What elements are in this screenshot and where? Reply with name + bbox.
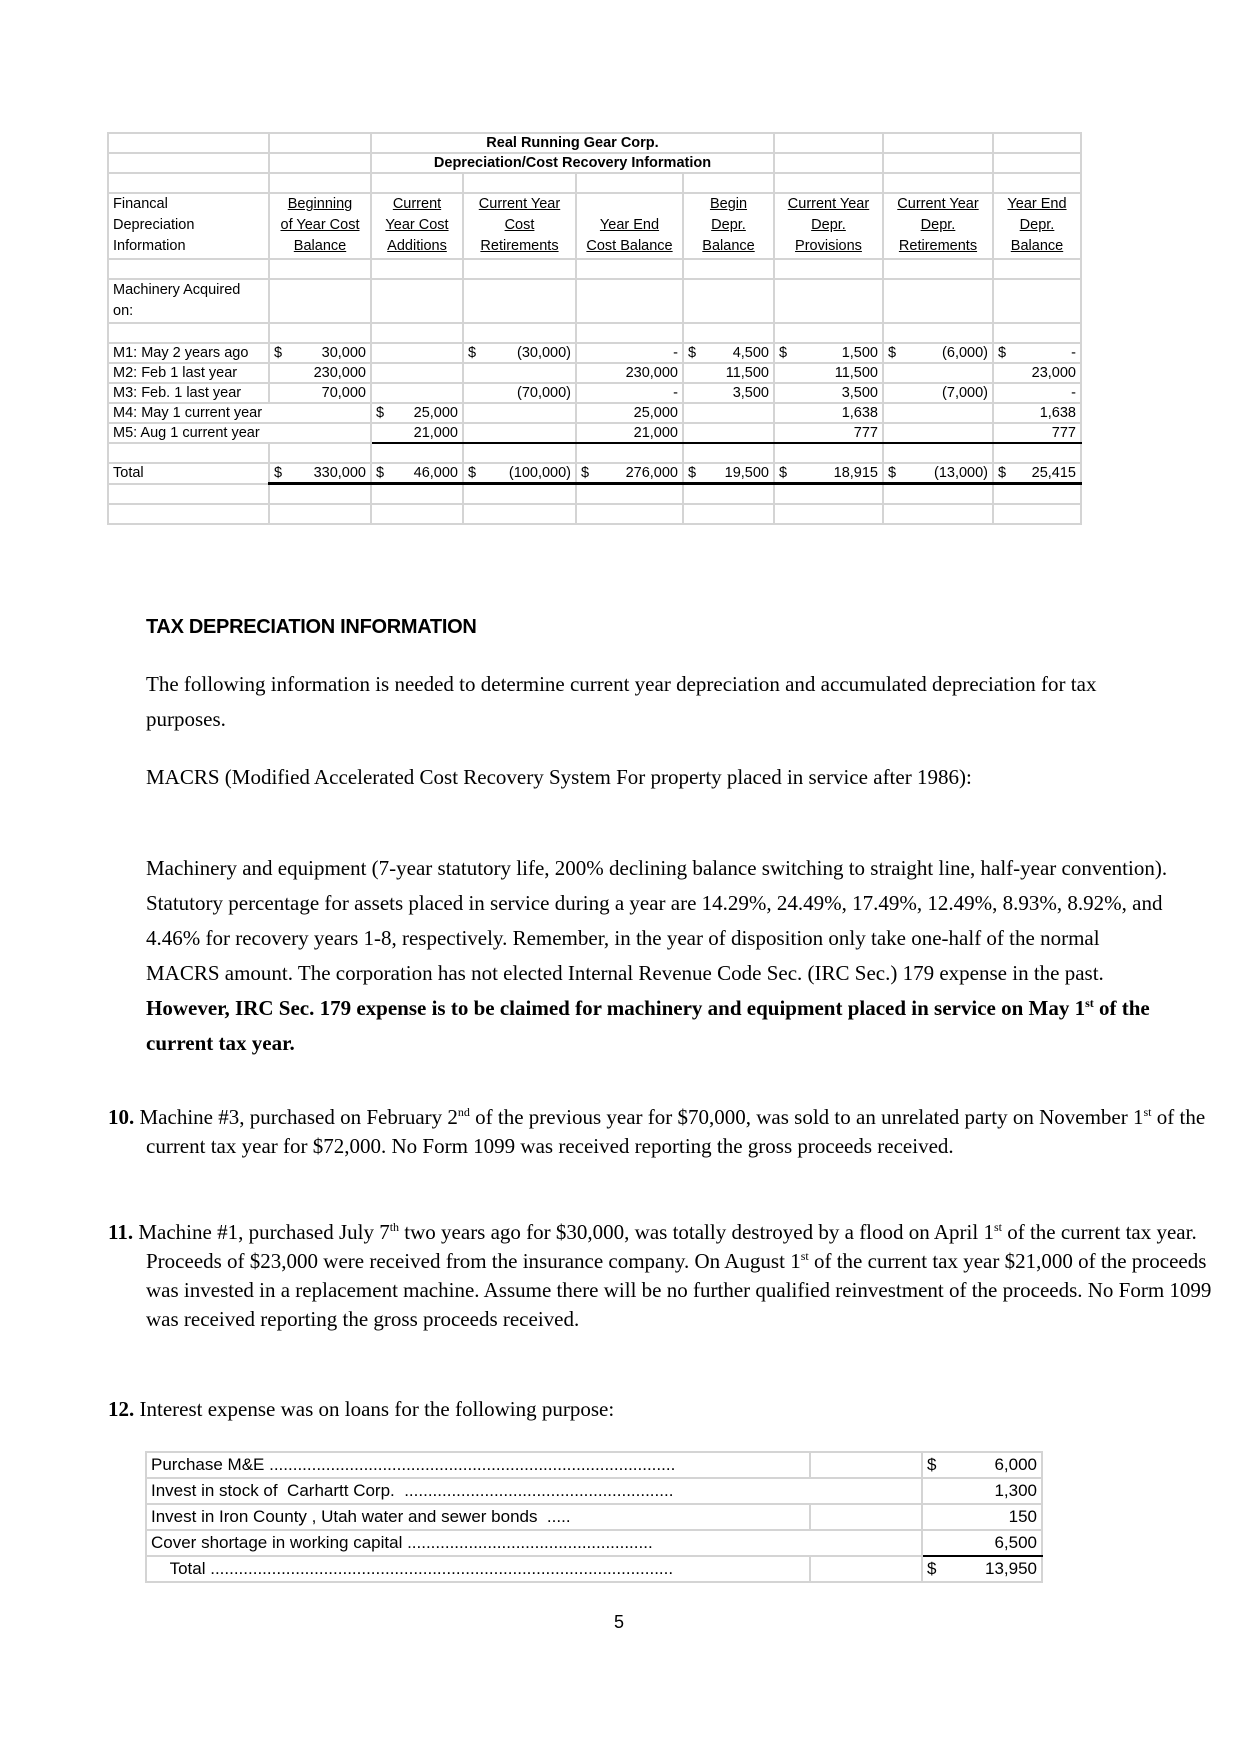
- value-cell: $ 30,000: [269, 343, 371, 363]
- value-cell: [883, 363, 993, 383]
- interest-purpose: Invest in stock of Carhartt Corp. .........................................................: [146, 1478, 922, 1504]
- machinery-text: Machinery and equipment (7-year statutory life, 200% declining balance switching to straight line, half-year convention). Statutory percentage for assets placed in service during a year are 14.29%, 24.49%, 17.49%, 12.49%, 8.93%, 8.92%, and 4.46% for recovery years 1-8, respectively. Remember, in the year of disposition only take one-half of the normal MACRS amount. The corporation has not elected Internal Revenue Code Sec. (IRC Sec.) 179 expense in the past.: [146, 856, 1168, 985]
- table-row: [108, 343, 1081, 363]
- value-cell: 230,000: [269, 363, 371, 383]
- value-cell: 21,000: [576, 423, 683, 443]
- value-cell: $ 330,000: [269, 463, 371, 484]
- value-cell: $ 18,915: [774, 463, 883, 484]
- macrs-paragraph: MACRS (Modified Accelerated Cost Recovery System For property placed in service after 1986):: [146, 765, 972, 789]
- column-header: Current Year Depr. Retirements: [883, 193, 993, 259]
- value-cell: 11,500: [774, 363, 883, 383]
- value-cell: $ 4,500: [683, 343, 774, 363]
- section-label: Machinery Acquired on:: [108, 279, 269, 323]
- table-row: [108, 403, 1081, 423]
- row-label: M1: May 2 years ago: [108, 343, 269, 363]
- interest-amount: $ 6,000: [922, 1452, 1042, 1478]
- value-cell: [463, 423, 576, 443]
- item-number: 10.: [108, 1105, 135, 1129]
- value-cell: $ -: [993, 343, 1081, 363]
- value-cell: $ 19,500: [683, 463, 774, 484]
- column-header: Year End Depr. Balance: [993, 193, 1081, 259]
- sec179-note: However, IRC Sec. 179 expense is to be claimed for machinery and equipment placed in service on May 1st of the current tax year.: [146, 996, 1150, 1055]
- value-cell: [683, 403, 774, 423]
- value-cell: [463, 403, 576, 423]
- row-label: M2: Feb 1 last year: [108, 363, 269, 383]
- interest-row: [146, 1478, 1042, 1504]
- value-cell: 230,000: [576, 363, 683, 383]
- value-cell: $ (100,000): [463, 463, 576, 484]
- intro-paragraph: The following information is needed to determine current year depreciation and accumulated depreciation for tax purposes.: [146, 672, 1097, 731]
- value-cell: $ 1,500: [774, 343, 883, 363]
- item-number: 12.: [108, 1397, 135, 1421]
- value-cell: [683, 423, 774, 443]
- row-label: M5: Aug 1 current year: [108, 423, 371, 443]
- value-cell: $ (6,000): [883, 343, 993, 363]
- depreciation-schedule: [107, 132, 1082, 525]
- value-cell: 777: [774, 423, 883, 443]
- interest-purpose: Cover shortage in working capital ....................................................: [146, 1530, 922, 1556]
- interest-amount: 6,500: [922, 1530, 1042, 1556]
- value-cell: 21,000: [371, 423, 463, 443]
- value-cell: [883, 403, 993, 423]
- value-cell: -: [576, 383, 683, 403]
- value-cell: 1,638: [774, 403, 883, 423]
- interest-row: [146, 1530, 1042, 1556]
- interest-amount: $ 13,950: [922, 1556, 1042, 1582]
- row-label-header: Financal Depreciation Information: [108, 193, 269, 259]
- interest-expense-table: [145, 1451, 1043, 1583]
- column-header: Begin Depr. Balance: [683, 193, 774, 259]
- value-cell: 777: [993, 423, 1081, 443]
- value-cell: 23,000: [993, 363, 1081, 383]
- column-header: Current Year Cost Retirements: [463, 193, 576, 259]
- interest-purpose: Invest in Iron County , Utah water and sewer bonds .....: [146, 1504, 810, 1530]
- interest-amount: 150: [922, 1504, 1042, 1530]
- value-cell: [463, 363, 576, 383]
- value-cell: $ 25,000: [371, 403, 463, 423]
- value-cell: -: [993, 383, 1081, 403]
- value-cell: (70,000): [463, 383, 576, 403]
- schedule-subtitle: Depreciation/Cost Recovery Information: [371, 153, 774, 173]
- item-11: 11. Machine #1, purchased July 7th two years ago for $30,000, was totally destroyed by a flood on April 1st of the current tax year. Proceeds of $23,000 were received from the insurance company. On August 1st of the current tax year $21,000 of the proceeds was invested in a replacement machine. Assume there will be no further qualified reinvestment of the proceeds. No Form 1099 was received reporting the gross proceeds received.: [108, 1220, 1212, 1331]
- value-cell: 3,500: [683, 383, 774, 403]
- total-row: [108, 463, 1081, 484]
- item-10: 10. Machine #3, purchased on February 2nd of the previous year for $70,000, was sold to an unrelated party on November 1st of the current tax year for $72,000. No Form 1099 was received reporting the gross proceeds received.: [108, 1105, 1206, 1158]
- interest-purpose: Purchase M&E ......................................................................................: [146, 1452, 810, 1478]
- total-label: Total: [108, 463, 269, 484]
- item-number: 11.: [108, 1220, 134, 1244]
- table-row: [108, 363, 1081, 383]
- column-header: Year End Cost Balance: [576, 193, 683, 259]
- value-cell: $ 276,000: [576, 463, 683, 484]
- table-row: [108, 383, 1081, 403]
- value-cell: $ 25,415: [993, 463, 1081, 484]
- value-cell: 25,000: [576, 403, 683, 423]
- interest-row: [146, 1504, 1042, 1530]
- machinery-paragraph: [146, 851, 1176, 1061]
- interest-purpose: Total ..................................................................................................: [146, 1556, 810, 1582]
- value-cell: -: [576, 343, 683, 363]
- value-cell: [371, 363, 463, 383]
- value-cell: 3,500: [774, 383, 883, 403]
- value-cell: [371, 383, 463, 403]
- value-cell: (7,000): [883, 383, 993, 403]
- column-header: Beginning of Year Cost Balance: [269, 193, 371, 259]
- row-label: M4: May 1 current year: [108, 403, 371, 423]
- value-cell: $ 46,000: [371, 463, 463, 484]
- value-cell: 70,000: [269, 383, 371, 403]
- value-cell: 1,638: [993, 403, 1081, 423]
- interest-row: [146, 1556, 1042, 1582]
- value-cell: 11,500: [683, 363, 774, 383]
- column-header: Current Year Depr. Provisions: [774, 193, 883, 259]
- row-label: M3: Feb. 1 last year: [108, 383, 269, 403]
- value-cell: $ (13,000): [883, 463, 993, 484]
- table-row: [108, 423, 1081, 443]
- value-cell: [371, 343, 463, 363]
- page-number: 5: [614, 1612, 625, 1632]
- item-12: 12. Interest expense was on loans for the following purpose:: [108, 1397, 615, 1421]
- company-title: Real Running Gear Corp.: [371, 133, 774, 153]
- value-cell: $ (30,000): [463, 343, 576, 363]
- tax-depreciation-heading: TAX DEPRECIATION INFORMATION: [146, 616, 477, 638]
- column-header: Current Year Cost Additions: [371, 193, 463, 259]
- interest-amount: 1,300: [922, 1478, 1042, 1504]
- value-cell: [883, 423, 993, 443]
- interest-row: [146, 1452, 1042, 1478]
